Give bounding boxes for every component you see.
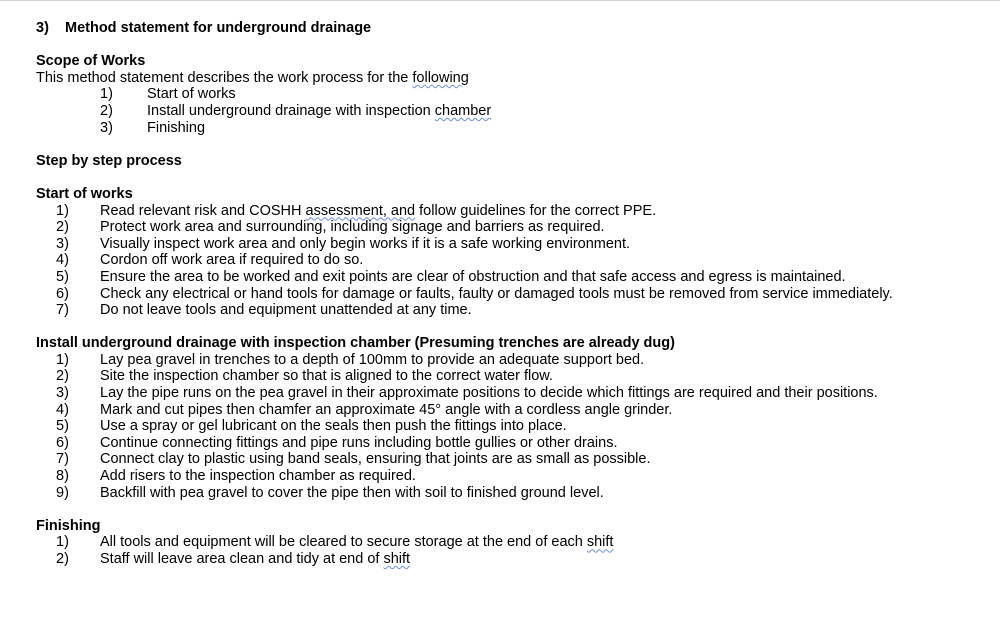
list-text: Backfill with pea gravel to cover the pipe then with soil to finished ground level. bbox=[100, 484, 604, 501]
list-text: Lay the pipe runs on the pea gravel in their approximate positions to decide which fittings are required and their positions. bbox=[100, 385, 878, 402]
grammar-flag[interactable]: chamber bbox=[434, 102, 492, 119]
list-number: 5) bbox=[56, 268, 69, 285]
list-number: 8) bbox=[56, 468, 69, 485]
section-title bbox=[36, 20, 986, 37]
document-page bbox=[36, 20, 986, 568]
list-text: Check any electrical or hand tools for damage or faults, faulty or damaged tools must be removed from service immediately. bbox=[100, 285, 893, 302]
list-item bbox=[36, 402, 986, 419]
spacer bbox=[36, 136, 986, 153]
list-text: Site the inspection chamber so that is aligned to the correct water flow. bbox=[100, 368, 553, 385]
list-number: 3) bbox=[56, 385, 69, 402]
list-item bbox=[36, 551, 986, 568]
scope-intro bbox=[36, 70, 986, 87]
list-item bbox=[36, 103, 986, 120]
list-item bbox=[36, 352, 986, 369]
list-number: 1) bbox=[56, 351, 69, 368]
list-number: 9) bbox=[56, 484, 69, 501]
list-text: Continue connecting fittings and pipe runs including bottle gullies or other drains. bbox=[100, 434, 618, 451]
list-number: 1) bbox=[100, 86, 113, 103]
list-text: Finishing bbox=[147, 119, 206, 136]
list-item bbox=[36, 534, 986, 551]
list-number: 2) bbox=[56, 368, 69, 385]
list-text: Install underground drainage with inspection chamber bbox=[147, 102, 492, 119]
list-text: Add risers to the inspection chamber as required. bbox=[100, 468, 416, 485]
list-number: 7) bbox=[56, 451, 69, 468]
list-item bbox=[36, 451, 986, 468]
grammar-flag[interactable]: assessment, and bbox=[305, 202, 416, 219]
scope-intro-text: This method statement describes the work process for the bbox=[36, 69, 413, 86]
process-heading: Step by step process bbox=[36, 152, 182, 169]
list-number: 2) bbox=[100, 102, 113, 119]
list-number: 6) bbox=[56, 434, 69, 451]
list-item bbox=[36, 368, 986, 385]
list-text: Staff will leave area clean and tidy at end of shift bbox=[100, 551, 411, 567]
list-text: Connect clay to plastic using band seals, ensuring that joints are as small as possible. bbox=[100, 451, 651, 468]
grammar-flag[interactable]: shift bbox=[383, 551, 411, 567]
list-item bbox=[36, 236, 986, 253]
list-item bbox=[36, 385, 986, 402]
list-text: Visually inspect work area and only begin works if it is a safe working environment. bbox=[100, 235, 631, 252]
list-text: All tools and equipment will be cleared to secure storage at the end of each shift bbox=[100, 534, 614, 551]
list-number: 7) bbox=[56, 302, 69, 319]
grammar-flag[interactable]: following bbox=[412, 69, 469, 86]
spacer bbox=[36, 37, 986, 54]
section-title-text: Method statement for underground drainage bbox=[65, 20, 372, 36]
list-item bbox=[36, 286, 986, 303]
list-number: 1) bbox=[56, 202, 69, 219]
list-number: 4) bbox=[56, 252, 69, 269]
spacer bbox=[36, 169, 986, 186]
finishing-heading: Finishing bbox=[36, 517, 101, 534]
list-number: 6) bbox=[56, 285, 69, 302]
list-item bbox=[36, 269, 986, 286]
scope-heading: Scope of Works bbox=[36, 53, 146, 70]
list-text: Read relevant risk and COSHH assessment, and follow guidelines for the correct PPE. bbox=[100, 202, 657, 219]
list-item bbox=[36, 435, 986, 452]
spacer bbox=[36, 319, 986, 336]
list-item bbox=[36, 485, 986, 502]
list-item bbox=[36, 203, 986, 220]
list-number: 3) bbox=[56, 235, 69, 252]
list-number: 5) bbox=[56, 418, 69, 435]
list-item bbox=[36, 219, 986, 236]
list-number: 2) bbox=[56, 551, 69, 567]
grammar-flag[interactable]: shift bbox=[586, 534, 614, 551]
install-heading: Install underground drainage with inspection chamber (Presuming trenches are already dug) bbox=[36, 335, 675, 352]
list-text: Mark and cut pipes then chamfer an approximate 45° angle with a cordless angle grinder. bbox=[100, 401, 673, 418]
start-heading: Start of works bbox=[36, 185, 133, 202]
list-number: 2) bbox=[56, 219, 69, 236]
list-item bbox=[36, 86, 986, 103]
list-text: Protect work area and surrounding, including signage and barriers as required. bbox=[100, 219, 605, 236]
list-text: Ensure the area to be worked and exit points are clear of obstruction and that safe access and egress is maintained. bbox=[100, 268, 846, 285]
list-text: Cordon off work area if required to do so. bbox=[100, 252, 364, 269]
list-text: Start of works bbox=[147, 86, 236, 103]
list-item bbox=[36, 302, 986, 319]
list-item bbox=[36, 468, 986, 485]
list-text: Use a spray or gel lubricant on the seals then push the fittings into place. bbox=[100, 418, 567, 435]
list-item bbox=[36, 418, 986, 435]
spacer bbox=[36, 501, 986, 518]
list-text: Do not leave tools and equipment unattended at any time. bbox=[100, 302, 472, 319]
list-item bbox=[36, 120, 986, 137]
list-number: 1) bbox=[56, 534, 69, 551]
list-number: 4) bbox=[56, 401, 69, 418]
section-number: 3) bbox=[36, 20, 49, 36]
list-text: Lay pea gravel in trenches to a depth of 100mm to provide an adequate support bed. bbox=[100, 351, 645, 368]
page-top-border bbox=[0, 0, 1000, 1]
list-number: 3) bbox=[100, 119, 113, 136]
list-item bbox=[36, 252, 986, 269]
